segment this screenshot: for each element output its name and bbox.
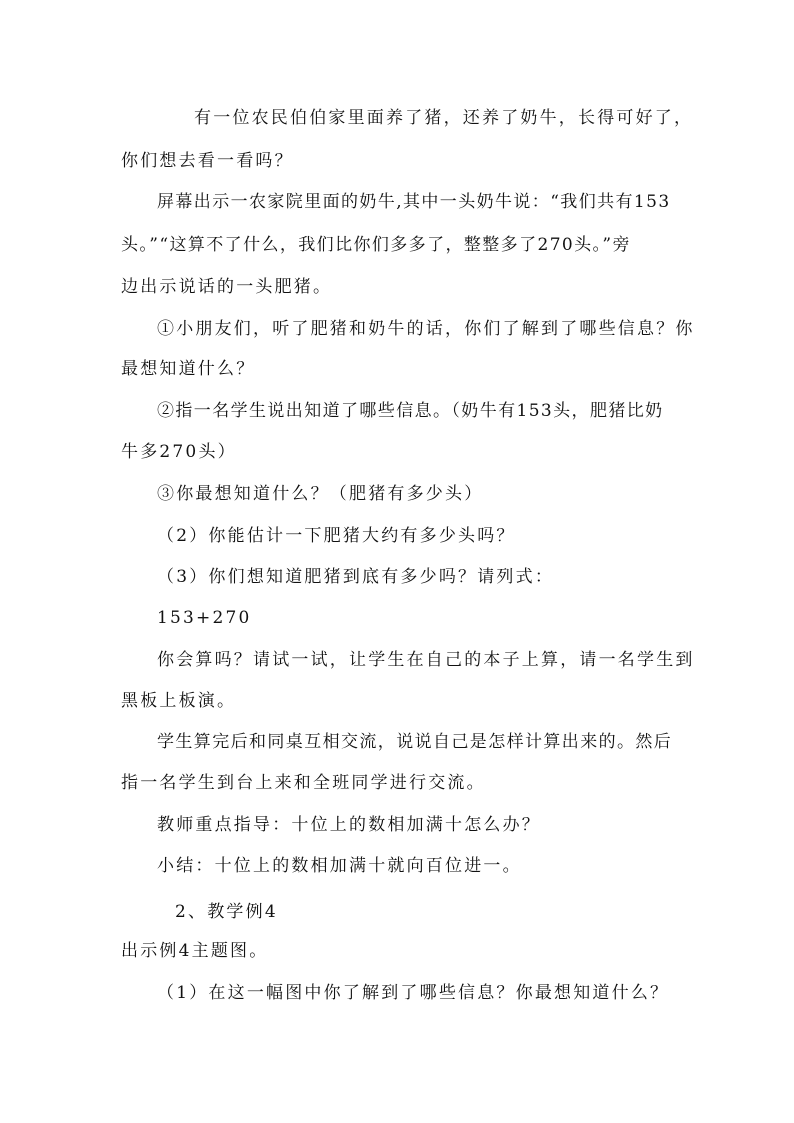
text-line-19: 小结：十位上的数相加满十就向百位进一。 (157, 856, 522, 876)
text-line-18: 教师重点指导：十位上的数相加满十怎么办？ (157, 815, 541, 835)
text-line-12: （3）你们想知道肥猪到底有多少吗？请列式： (157, 567, 555, 587)
text-line-11: （2）你能估计一下肥猪大约有多少头吗？ (157, 526, 516, 546)
text-line-9: 牛多270头） (121, 442, 237, 462)
text-line-10: ③你最想知道什么？（肥猪有多少头） (157, 484, 484, 504)
text-line-6: ①小朋友们，听了肥猪和奶牛的话，你们了解到了哪些信息？你 (157, 319, 695, 339)
text-line-5: 边出示说话的一头肥猪。 (121, 277, 333, 297)
text-line-13: 153+270 (157, 608, 252, 628)
text-line-3: 屏幕出示一农家院里面的奶牛,其中一头奶牛说：“我们共有153 (157, 192, 671, 212)
text-line-4: 头。”“这算不了什么，我们比你们多多了，整整多了270头。”旁 (121, 235, 631, 255)
text-line-14: 你会算吗？请试一试，让学生在自己的本子上算，请一名学生到 (157, 650, 695, 670)
text-line-2: 你们想去看一看吗？ (121, 151, 294, 171)
text-line-20: 2、教学例4 (175, 902, 278, 922)
text-line-8: ②指一名学生说出知道了哪些信息。（奶牛有153头，肥猪比奶 (157, 401, 664, 421)
text-line-22: （1）在这一幅图中你了解到了哪些信息？你最想知道什么？ (157, 983, 670, 1003)
text-line-1: 有一位农民伯伯家里面养了猪，还养了奶牛，长得可好了， (194, 108, 694, 128)
text-line-16: 学生算完后和同桌互相交流，说说自己是怎样计算出来的。然后 (157, 732, 673, 752)
text-line-21: 出示例4主题图。 (121, 941, 269, 961)
text-line-17: 指一名学生到台上来和全班同学进行交流。 (121, 773, 486, 793)
text-line-7: 最想知道什么？ (121, 359, 256, 379)
text-line-15: 黑板上板演。 (121, 691, 237, 711)
